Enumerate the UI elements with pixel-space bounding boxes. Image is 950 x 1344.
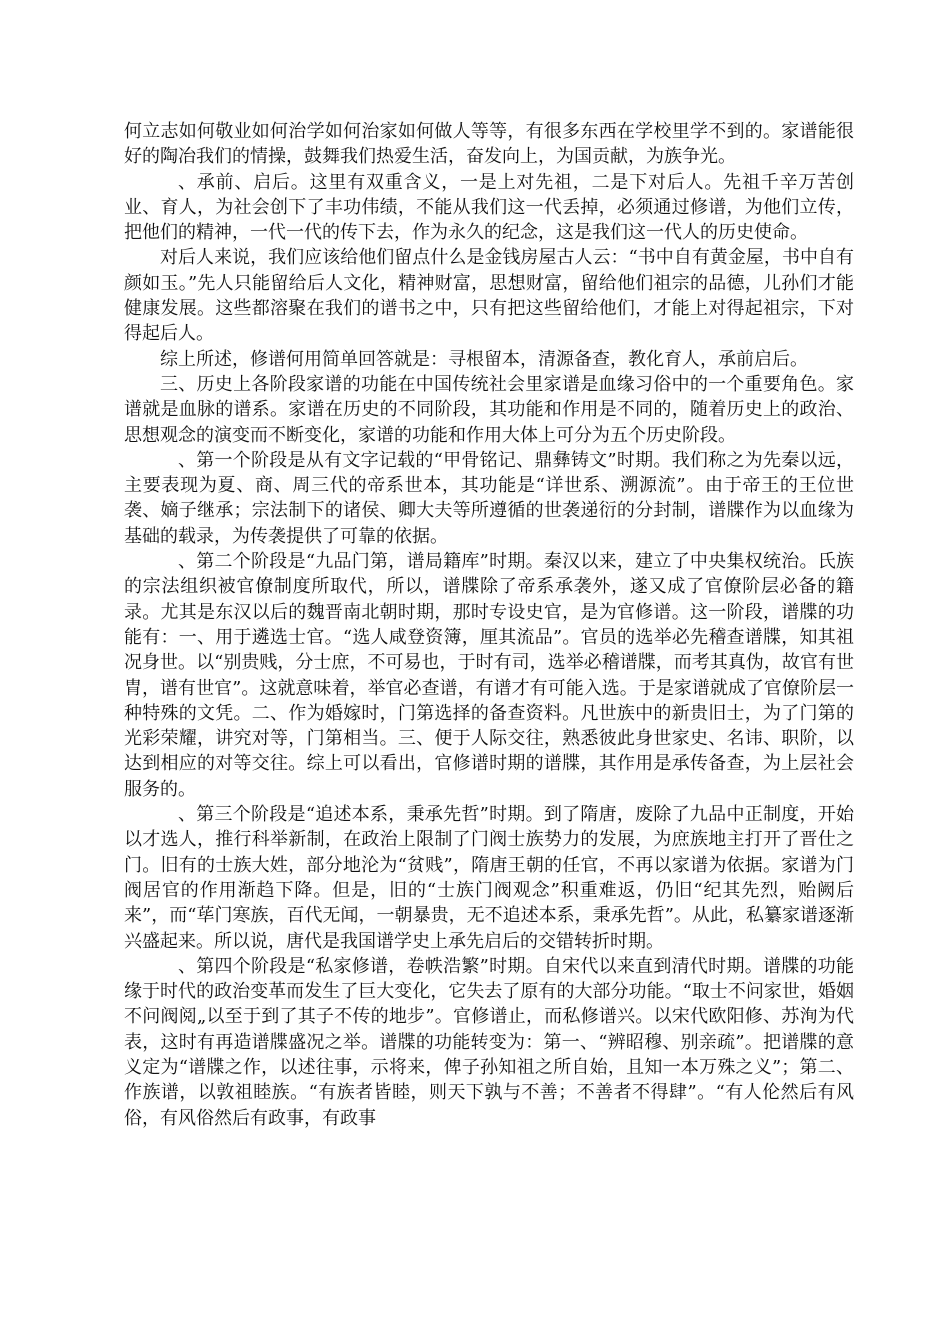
paragraph-inheritance: 、承前、启后。这里有双重含义，一是上对先祖，二是下对后人。先祖千辛万苦创业、育人，为社会创下了丰功伟绩，不能从我们这一代丢掉，必须通过修谱，为他们立传，把他们的精神，一代一代的传下去，作为永久的纪念，这是我们这一代人的历史使命。 bbox=[124, 171, 854, 244]
paragraph-section-three-heading: 三、历史上各阶段家谱的功能在中国传统社会里家谱是血缘习俗中的一个重要角色。家谱就是血脉的谱系。家谱在历史的不同阶段，其功能和作用是不同的，随着历史上的政治、思想观念的演变而不断变化，家谱的功能和作用大体上可分为五个历史阶段。 bbox=[124, 373, 854, 446]
paragraph-summary: 综上所述，修谱何用简单回答就是：寻根留本，清源备查，教化育人，承前启后。 bbox=[160, 348, 808, 370]
paragraph-stage-three: 、第三个阶段是“追述本系，秉承先哲”时期。到了隋唐，废除了九品中正制度，开始以才选人，推行科举新制，在政治上限制了门阀士族势力的发展，为庶族地主打开了晋仕之门。旧有的士族大姓，部分地沦为“贫贱”，隋唐王朝的任官，不再以家谱为依据。家谱为门阀居官的作用渐趋下降。但是，旧的“士族门阀观念”积重难返，仍旧“纪其先烈，贻阙后来”，而“荜门寒族，百代无闻，一朝暴贵，无不追述本系，秉承先哲”。从此，私纂家谱逐渐兴盛起来。所以说，唐代是我国谱学史上承先启后的交错转折时期。 bbox=[124, 804, 854, 952]
document-body bbox=[124, 119, 854, 1131]
paragraph-for-descendants: 对后人来说，我们应该给他们留点什么是金钱房屋古人云：“书中自有黄金屋，书中自有颜如玉。”先人只能留给后人文化，精神财富，思想财富，留给他们祖宗的品德，儿孙们才能健康发展。这些都溶聚在我们的谱书之中，只有把这些留给他们，才能上对得起祖宗，下对得起后人。 bbox=[124, 247, 854, 345]
paragraph-stage-one: 、第一个阶段是从有文字记载的“甲骨铭记、鼎彝铸文”时期。我们称之为先秦以远，主要表现为夏、商、周三代的帝系世本，其功能是“详世系、溯源流”。由于帝王的王位世袭、嫡子继承；宗法制下的诸侯、卿大夫等所遵循的世袭递衍的分封制，谱牒作为以血缘为基础的载录，为传袭提供了可靠的依据。 bbox=[124, 449, 854, 547]
paragraph-stage-two: 、第二个阶段是“九品门第，谱局籍库”时期。秦汉以来，建立了中央集权统治。氏族的宗法组织被官僚制度所取代，所以，谱牒除了帝系承袭外，遂又成了官僚阶层必备的籍录。尤其是东汉以后的魏晋南北朝时期，那时专设史官，是为官修谱。这一阶段，谱牒的功能有：一、用于遴选士官。“选人咸登资簿，厘其流品”。官员的选举必先稽查谱牒，知其祖况身世。以“别贵贱，分士庶，不可易也，于时有司，选举必稽谱牒，而考其真伪，故官有世胄，谱有世官”。这就意味着，举官必查谱，有谱才有可能入选。于是家谱就成了官僚阶层一种特殊的文凭。二、作为婚嫁时，门第选择的备查资料。凡世族中的新贵旧士，为了门第的光彩荣耀，讲究对等，门第相当。三、便于人际交往，熟悉彼此身世家史、名讳、职阶，以达到相应的对等交往。综上可以看出，官修谱时期的谱牒，其作用是承传备查，为上层社会服务的。 bbox=[124, 551, 854, 800]
paragraph-stage-four: 、第四个阶段是“私家修谱，卷帙浩繁”时期。自宋代以来直到清代时期。谱牒的功能缘于时代的政治变革而发生了巨大变化，它失去了原有的大部分功能。“取士不问家世，婚姻不问阀阅„以至于到了其子不传的地步”。官修谱止，而私修谱兴。以宋代欧阳修、苏洵为代表，这时有再造谱牒盛况之举。谱牒的功能转变为：第一、“辨昭穆、别亲疏”。把谱牒的意义定为“谱牒之作，以述往事，示将来，俾子孙知祖之所自始，且知一本万殊之义”；第二、作族谱，以敦祖睦族。“有族者皆睦，则天下孰与不善；不善者不得肆”。“有人伦然后有风俗，有风俗然后有政事，有政事 bbox=[124, 955, 854, 1129]
paragraph-intro-continued: 何立志如何敬业如何治学如何治家如何做人等等，有很多东西在学校里学不到的。家谱能很好的陶冶我们的情操，鼓舞我们热爱生活，奋发向上，为国贡献，为族争光。 bbox=[124, 121, 854, 168]
